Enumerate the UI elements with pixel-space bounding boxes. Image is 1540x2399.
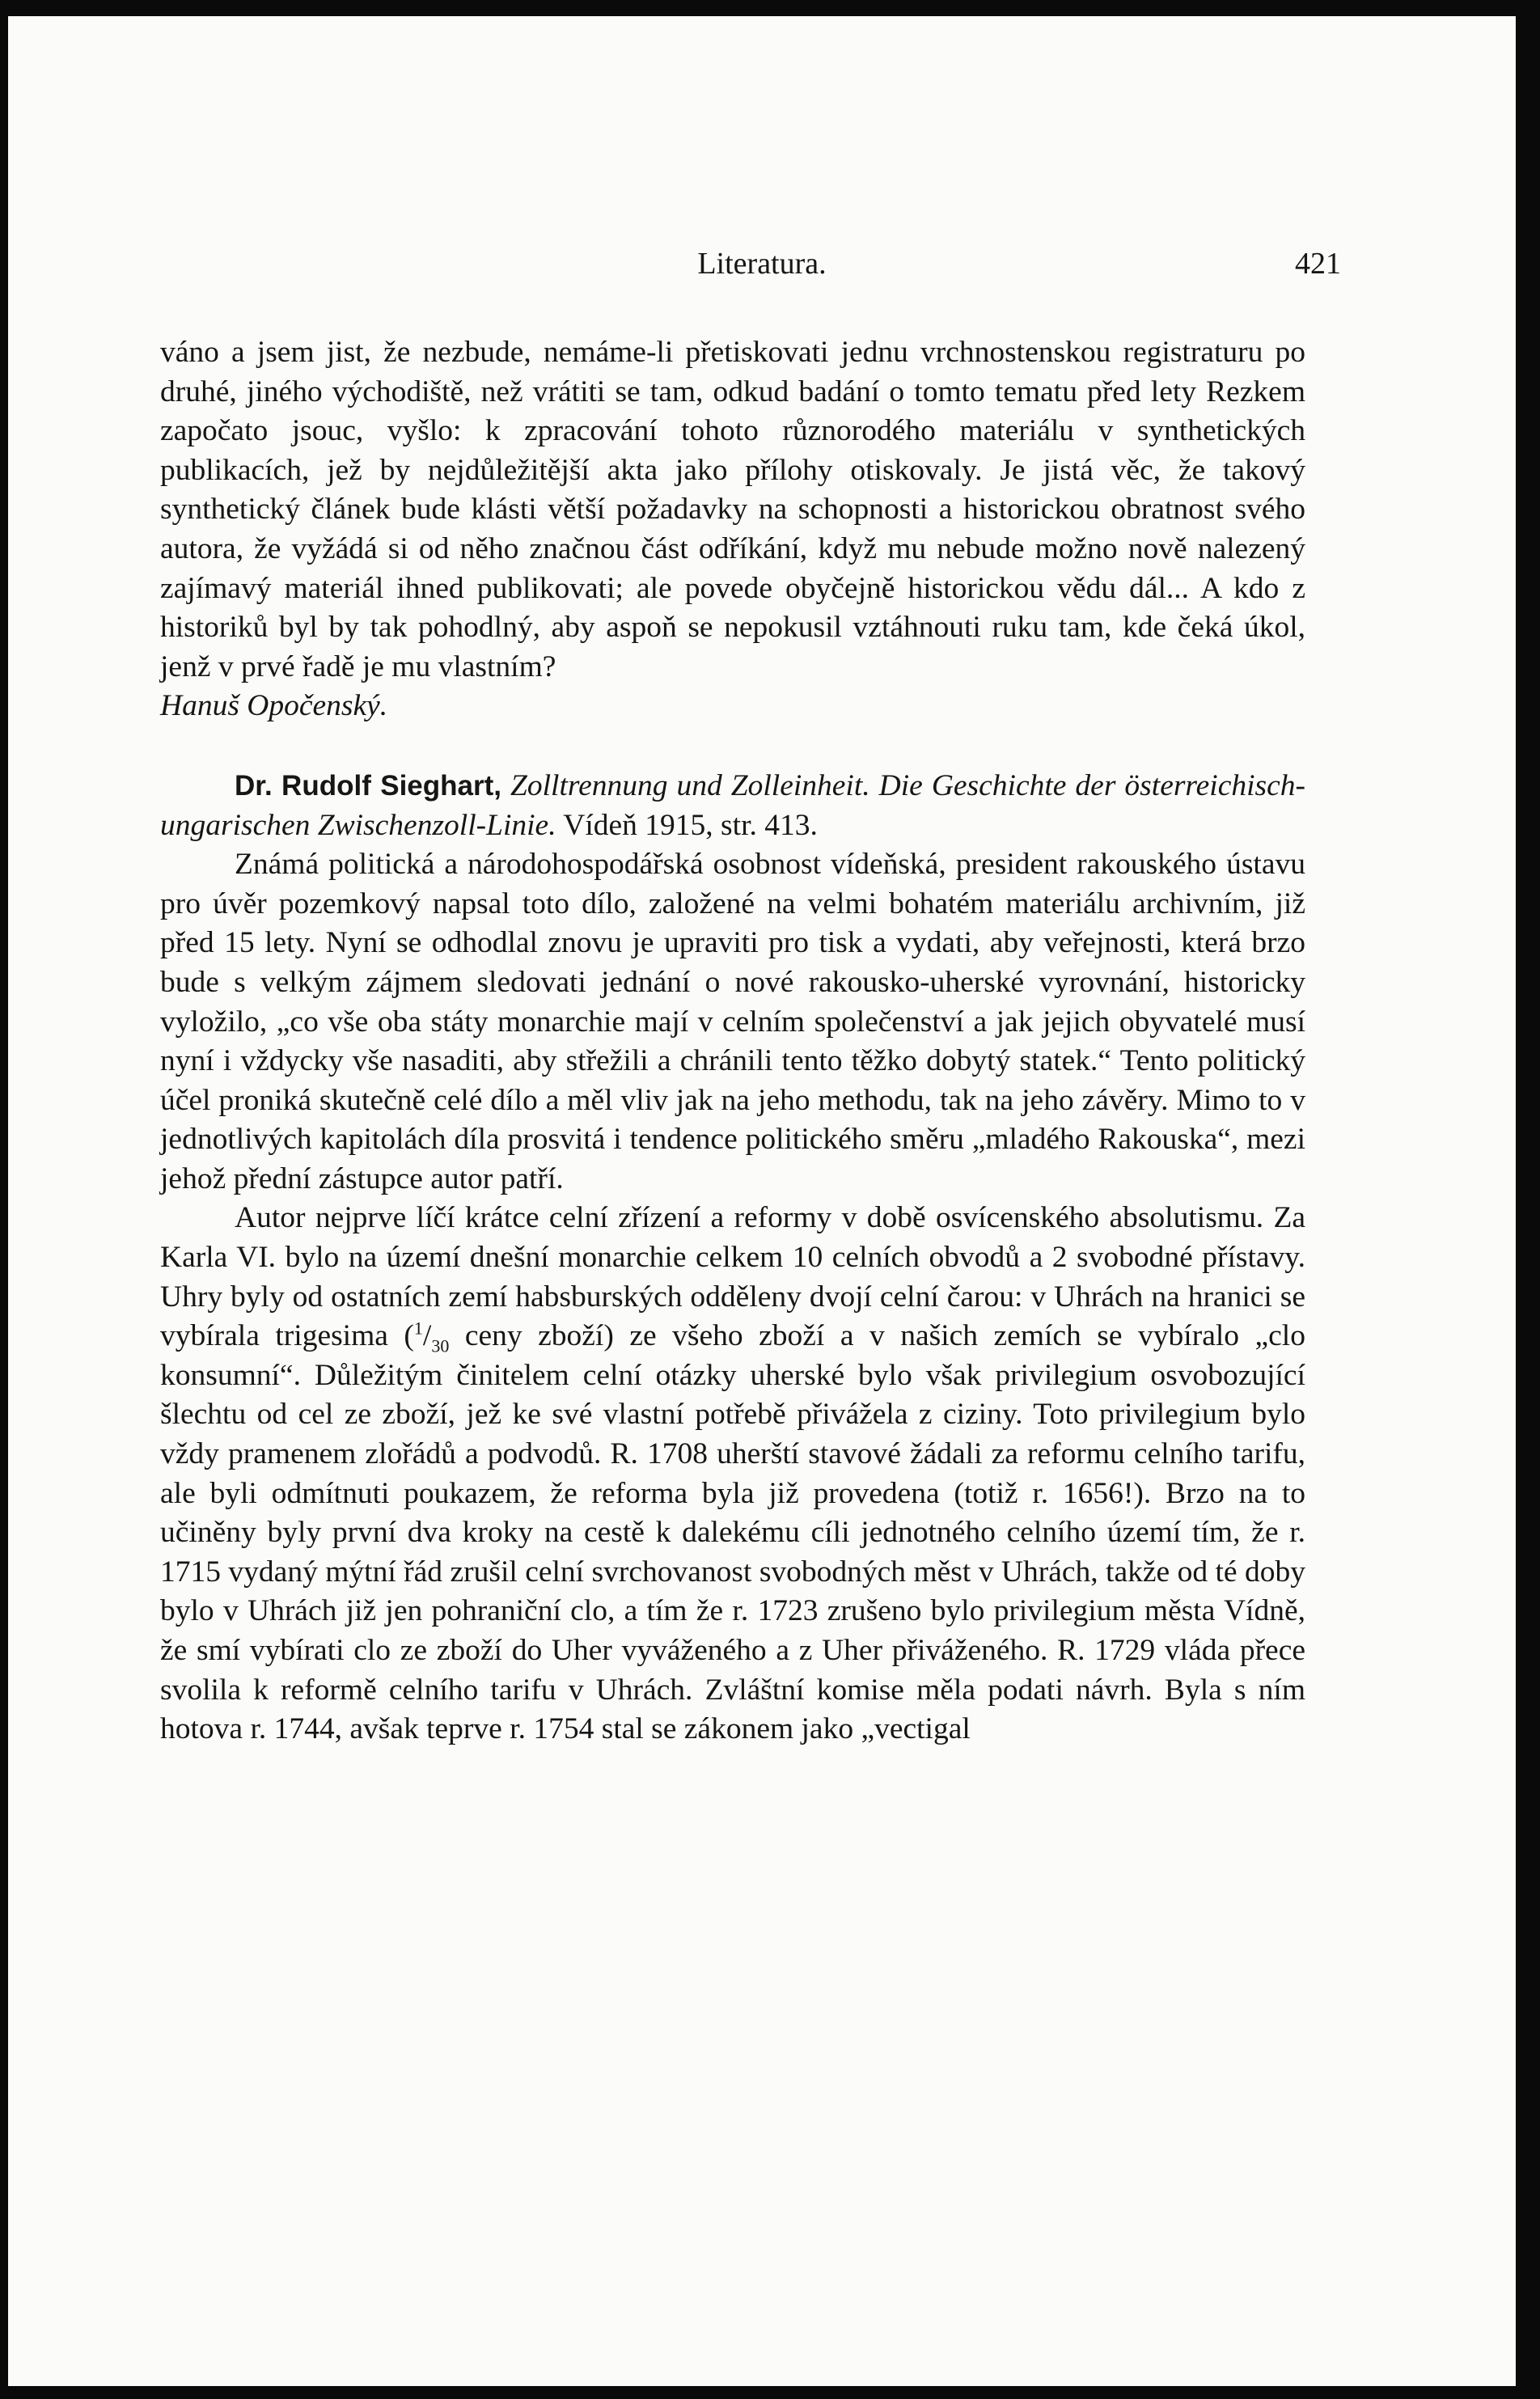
review2-paragraph-2-part-2: ceny zboží) ze všeho zboží a v našich zemích se vybíralo „clo konsumní“. Důležitým činitelem celní otázky uherské bylo však privilegium osvobozující šlechtu od cel ze zboží, jež ke své vlastní potřebě přivážela z ciziny. Toto privilegium bylo vždy pramenem zlořádů a podvodů. R. 1708 uherští stavové žádali za reformu celního tarifu, ale byli odmítnuti poukazem, že reforma byla již provedena (totiž r. 1656!). Brzo na to učiněny byly první dva kroky na cestě k dalekému cíli jednotného celního území tím, že r. 1715 vydaný mýtní řád zrušil celní svrchovanost svobodných měst v Uhrách, takže od té doby bylo v Uhrách již jen pohraniční clo, a tím že r. 1723 zrušeno bylo privilegium města Vídně, že smí vybírati clo ze zboží do Uher vyváženého a z Uher přiváženého. R. 1729 vláda přece svolila k reformě celního tarifu v Uhrách. Zvláštní komise měla podati návrh. Byla s ním hotova r. 1744, avšak teprve r. 1754 stal se zákonem jako „vectigal: [160, 1319, 1305, 1746]
review2-author: Dr. Rudolf Sieghart,: [235, 769, 501, 802]
review1-signature: Hanuš Opočenský.: [160, 689, 388, 723]
review2-paragraph-2: Autor nejprve líčí krátce celní zřízení a reformy v době osvícenského absolutismu. Za Karla VI. bylo na území dnešní monarchie celkem 10 celních obvodů a 2 svobodné přístavy. Uhry byly od ostatních zemí habsburských odděleny dvojí celní čarou: v Uhrách na hranici se vybírala trigesima ($^1/_{30}$ ceny zboží) ze všeho zboží a v našich zemích se vybíralo „clo konsumní“. Důležitým činitelem celní otázky uherské bylo však privilegium osvobozující šlechtu od cel ze zboží, jež ke své vlastní potřebě přivážela z ciziny. Toto privilegium bylo vždy pramenem zlořádů a podvodů. R. 1708 uherští stavové žádali za reformu celního tarifu, ale byli odmítnuti poukazem, že reforma byla již provedena (totiž r. 1656!). Brzo na to učiněny byly první dva kroky na cestě k dalekému cíli jednotného celního území tím, že r. 1715 vydaný mýtní řád zrušil celní svrchovanost svobodných měst v Uhrách, takže od té doby bylo v Uhrách již jen pohraniční clo, a tím že r. 1723 zrušeno bylo privilegium města Vídně, že smí vybírati clo ze zboží do Uher vyváženého a z Uher přiváženého. R. 1729 vláda přece svolila k reformě celního tarifu v Uhrách. Zvláštní komise měla podati návrh. Byla s ním hotova r. 1744, avšak teprve r. 1754 stal se zákonem jako „vectigal: [160, 1201, 1305, 1746]
running-head-title: Literatura.: [697, 247, 827, 281]
page-number: 421: [1295, 247, 1341, 281]
review2-publication: Vídeň 1915, str. 413.: [563, 808, 818, 842]
text-block: [160, 333, 1305, 1750]
fraction-numerator: 1: [413, 1318, 423, 1339]
review2-paragraph-1: Známá politická a národohospodářská osobnost vídeňská, president rakouského ústavu pro úvěr pozemkový napsal toto dílo, založené na velmi bohatém materiálu archivním, již před 15 lety. Nyní se odhodlal znovu je upraviti pro tisk a vydati, aby veřejnosti, která brzo bude s velkým zájmem sledovati jednání o nové rakousko-uherské vyrovnání, historicky vyložilo, „co vše oba státy monarchie mají v celním společenství a jak jejich obyvatelé musí nyní i vždycky vše nasaditi, aby střežili a chránili tento těžko dobytý statek.“ Tento politický účel proniká skutečně celé dílo a měl vliv jak na jeho methodu, tak na jeho závěry. Mimo to v jednotlivých kapitolách díla prosvitá i tendence politického směru „mladého Rakouska“, mezi jehož přední zástupce autor patří.: [160, 848, 1305, 1195]
review1-body: váno a jsem jist, že nezbude, nemáme-li přetiskovati jednu vrchnostenskou registraturu po druhé, jiného východiště, než vrátiti se tam, odkud badání o tomto tematu před lety Rezkem započato jsouc, vyšlo: k zpracování tohoto různorodého materiálu v synthetických publikacích, jež by nejdůležitější akta jako přílohy otiskovaly. Je jistá věc, že takový synthetický článek bude klásti větší požadavky na schopnosti a historickou obratnost svého autora, že vyžádá si od něho značnou část odříkání, když mu nebude možno nově nalezený zajímavý materiál ihned publikovati; ale povede obyčejně historickou vědu dál... A kdo z historiků byl by tak pohodlný, aby aspoň se nepokusil vztáhnouti ruku tam, kde čeká úkol, jenž v prvé řadě je mu vlastním?: [160, 336, 1305, 683]
review2-book-title: Zolltrennung und Zolleinheit. Die Geschichte der österreichisch-ungarischen Zwischenzoll-Linie.: [160, 768, 1305, 842]
review2-heading: [160, 767, 1305, 845]
section-gap: [160, 726, 1305, 767]
fraction-denominator: 30: [431, 1335, 450, 1356]
review2-paragraph-2-part-1: Autor nejprve líčí krátce celní zřízení a reformy v době osvícenského absolutismu. Za Karla VI. bylo na území dnešní monarchie celkem 10 celních obvodů a 2 svobodné přístavy. Uhry byly od ostatních zemí habsburských odděleny dvojí celní čarou: v Uhrách na hranici se vybírala trigesima (: [160, 1201, 1305, 1353]
book-page: [8, 16, 1516, 2386]
running-head: [8, 246, 1516, 286]
